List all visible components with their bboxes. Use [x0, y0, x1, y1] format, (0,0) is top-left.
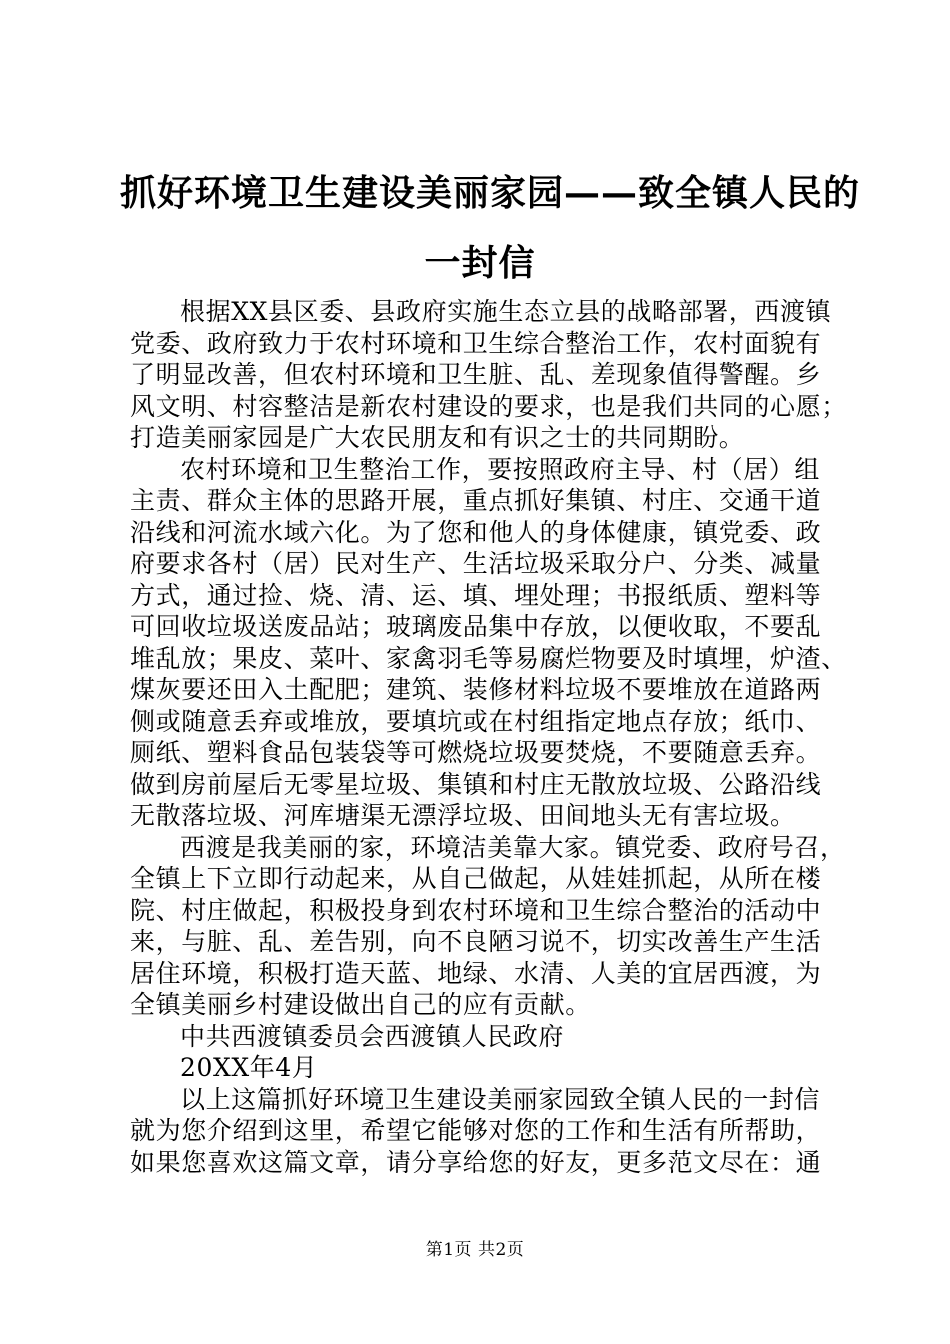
text-line: 就为您介绍到这里，希望它能够对您的工作和生活有所帮助，: [130, 1116, 822, 1145]
text-line: 如果您喜欢这篇文章，请分享给您的好友，更多范文尽在：通: [130, 1147, 822, 1177]
text-line: 来，与脏、乱、差告别，向不良陋习说不，切实改善生产生活: [130, 927, 822, 956]
text-line: 打造美丽家园是广大农民朋友和有识之士的共同期盼。: [130, 423, 745, 452]
text-line: 方式，通过捡、烧、清、运、填、埋处理；书报纸质、塑料等: [130, 580, 822, 610]
text-line: 了明显改善，但农村环境和卫生脏、乱、差现象值得警醒。乡: [130, 360, 822, 389]
text-line: 做到房前屋后无零星垃圾、集镇和村庄无散放垃圾、公路沿线: [130, 769, 822, 799]
text-line: 全镇美丽乡村建设做出自己的应有贡献。: [130, 990, 591, 1019]
text-line: 无散落垃圾、河库塘渠无漂浮垃圾、田间地头无有害垃圾。: [130, 801, 796, 830]
paragraph-1: [130, 296, 847, 454]
text-line: 沿线和河流水域六化。为了您和他人的身体健康，镇党委、政: [130, 517, 822, 547]
title-line-2: 一封信: [424, 242, 536, 284]
page-number-footer: 第1页 共2页: [425, 1240, 525, 1260]
closing-paragraph: [130, 1084, 830, 1179]
title-line-1: 抓好环境卫生建设美丽家园——致全镇人民的: [120, 172, 861, 214]
signature: 中共西渡镇委员会西渡镇人民政府: [180, 1021, 565, 1051]
text-line: 可回收垃圾送废品站；玻璃废品集中存放，以便收取，不要乱: [130, 612, 822, 641]
text-line: 煤灰要还田入土配肥；建筑、装修材料垃圾不要堆放在道路两: [130, 675, 822, 704]
paragraph-3: [130, 832, 846, 1021]
document-body: [130, 296, 847, 1178]
text-line: 农村环境和卫生整治工作，要按照政府主导、村（居）组: [180, 454, 821, 484]
text-line: 根据XX县区委、县政府实施生态立县的战略部署，西渡镇: [180, 297, 832, 326]
text-line: 以上这篇抓好环境卫生建设美丽家园致全镇人民的一封信: [180, 1084, 821, 1114]
text-line: 党委、政府致力于农村环境和卫生综合整治工作，农村面貌有: [130, 328, 822, 358]
text-line: 主责、群众主体的思路开展，重点抓好集镇、村庄、交通干道: [130, 486, 822, 515]
text-line: 西渡是我美丽的家，环境洁美靠大家。镇党委、政府号召，: [180, 832, 846, 862]
text-line: 侧或随意丢弃或堆放，要填坑或在村组指定地点存放；纸巾、: [130, 706, 822, 736]
paragraph-2: [130, 454, 847, 832]
document-title: [120, 158, 861, 298]
text-line: 院、村庄做起，积极投身到农村环境和卫生综合整治的活动中: [130, 895, 822, 925]
text-line: 府要求各村（居）民对生产、生活垃圾采取分户、分类、减量: [130, 549, 822, 578]
text-line: 厕纸、塑料食品包装袋等可燃烧垃圾要焚烧，不要随意丢弃。: [130, 738, 822, 767]
text-line: 居住环境，积极打造天蓝、地绿、水清、人美的宜居西渡，为: [130, 958, 822, 988]
text-line: 全镇上下立即行动起来，从自己做起，从娃娃抓起，从所在楼: [130, 864, 822, 893]
text-line: 堆乱放；果皮、菜叶、家禽羽毛等易腐烂物要及时填埋，炉渣、: [130, 643, 847, 673]
text-line: 风文明、村容整洁是新农村建设的要求，也是我们共同的心愿；: [130, 391, 847, 421]
date: 20XX年4月: [180, 1053, 318, 1082]
